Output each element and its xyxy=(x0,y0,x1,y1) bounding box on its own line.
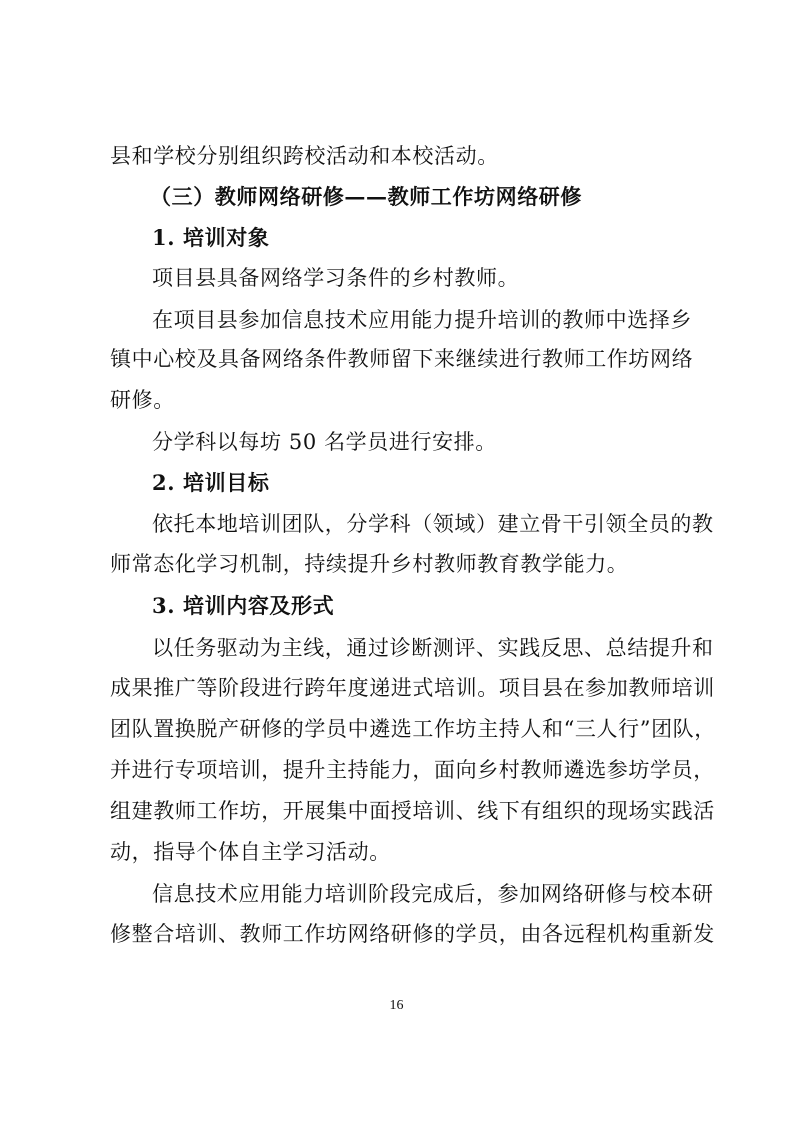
subsection-heading: 1. 培训对象 xyxy=(152,225,270,250)
body-text-line: 研修。 xyxy=(110,388,175,412)
body-text-line: 分学科以每坊 50 名学员进行安排。 xyxy=(152,430,497,454)
body-text-line: 修整合培训、教师工作坊网络研修的学员，由各远程机构重新发 xyxy=(110,922,715,946)
body-text-line: 项目县具备网络学习条件的乡村教师。 xyxy=(152,266,520,290)
section-heading: （三）教师网络研修——教师工作坊网络研修 xyxy=(150,184,582,209)
body-text-line: 信息技术应用能力培训阶段完成后，参加网络研修与校本研 xyxy=(152,882,714,906)
subsection-heading: 2. 培训目标 xyxy=(152,470,270,495)
body-text-line: 县和学校分别组织跨校活动和本校活动。 xyxy=(110,144,499,168)
body-text-line: 师常态化学习机制，持续提升乡村教师教育教学能力。 xyxy=(110,552,629,576)
body-text-line: 动，指导个体自主学习活动。 xyxy=(110,840,391,864)
body-text-line: 组建教师工作坊，开展集中面授培训、线下有组织的现场实践活 xyxy=(110,799,715,823)
body-text-line: 依托本地培训团队，分学科（领域）建立骨干引领全员的教 xyxy=(152,512,714,536)
body-text-line: 镇中心校及具备网络条件教师留下来继续进行教师工作坊网络 xyxy=(110,347,694,371)
subsection-heading: 3. 培训内容及形式 xyxy=(152,593,335,618)
body-text-line: 成果推广等阶段进行跨年度递进式培训。项目县在参加教师培训 xyxy=(110,676,715,700)
body-text-line: 并进行专项培训，提升主持能力，面向乡村教师遴选参坊学员， xyxy=(110,758,715,782)
body-text-line: 以任务驱动为主线，通过诊断测评、实践反思、总结提升和 xyxy=(152,636,714,660)
body-text-line: 团队置换脱产研修的学员中遴选工作坊主持人和“三人行”团队， xyxy=(110,717,716,741)
body-text-line: 在项目县参加信息技术应用能力提升培训的教师中选择乡 xyxy=(152,308,692,332)
page-number: 16 xyxy=(389,998,404,1013)
